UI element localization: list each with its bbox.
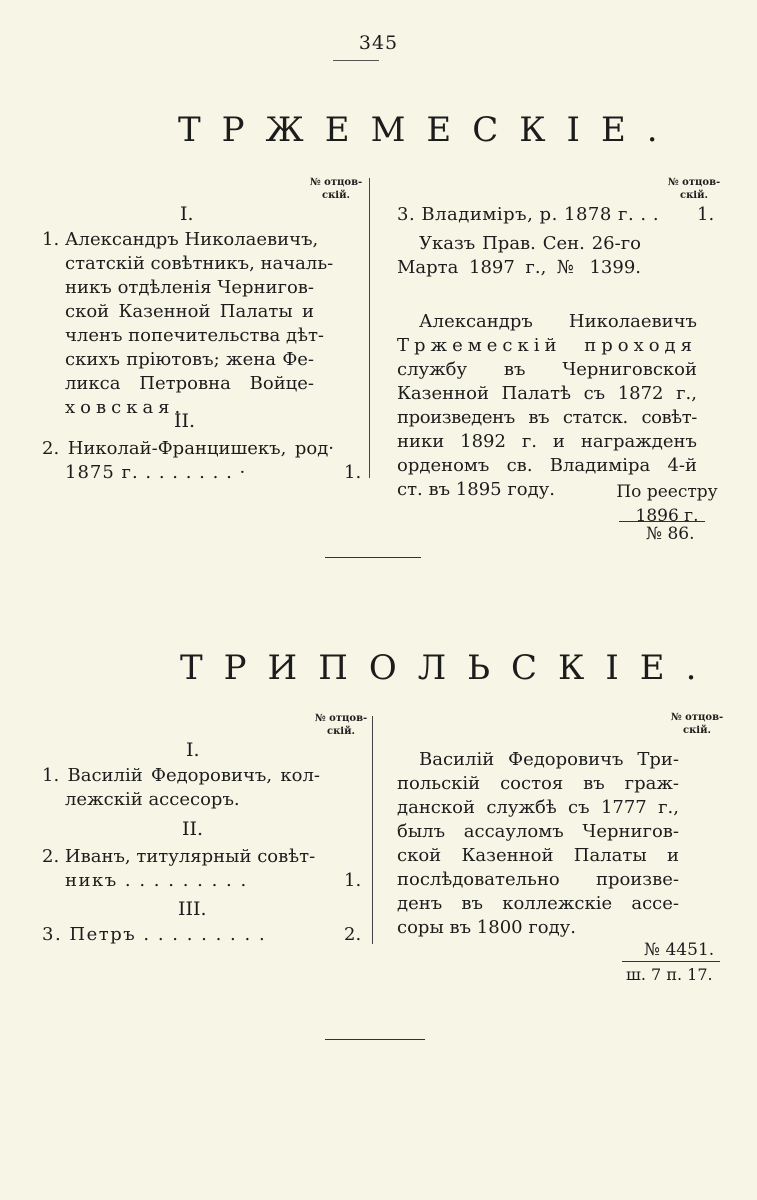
generation-label: I. [180, 203, 194, 225]
text-line: членъ попечительства дѣт- [65, 325, 324, 346]
genealogy-entry-1 [42, 764, 320, 812]
genealogy-entry-2 [42, 437, 334, 485]
text-line: денъ въ коллежскіе ассе- [397, 893, 679, 914]
registry-reference: ш. 7 п. 17. [626, 965, 713, 984]
section-title-tripolskie: ТРИПОЛЬСКІЕ. [180, 648, 718, 688]
text-line: ники 1892 г. и награжденъ [397, 431, 697, 452]
text-line: ликса Петровна Войце- [65, 373, 314, 394]
text-line: послѣдовательно произве- [397, 869, 679, 890]
text-line: Марта 1897 г., № 1399. [397, 257, 641, 278]
column-header-left [305, 176, 367, 202]
column-header-right [664, 711, 730, 737]
registry-rule [622, 961, 720, 962]
text-line: Указъ Прав. Сен. 26-го [419, 233, 641, 254]
generation-label: III. [178, 898, 207, 920]
text-line: ской Казенной Палаты и [65, 301, 314, 322]
text-line: статскій совѣтникъ, началь- [65, 253, 334, 274]
column-header-text: № отцов- скій. [670, 712, 724, 736]
genealogy-entry-1 [42, 228, 334, 420]
text-line: польскій состоя въ граж- [397, 773, 679, 794]
text-line: 2. Николай-Францишекъ, род· [42, 438, 334, 459]
text-line [397, 334, 697, 358]
text-line: 1. Василій Федоровичъ, кол- [42, 765, 320, 786]
text-line: Казенной Палатѣ съ 1872 г., [397, 383, 697, 404]
biography-paragraph [397, 310, 697, 502]
section-separator [325, 557, 421, 558]
column-divider [372, 716, 373, 944]
genealogy-entry-3: 3. Владиміръ, р. 1878 г. . . [397, 204, 660, 225]
decree-text [419, 232, 641, 256]
column-header-left [310, 712, 372, 738]
decree-text-2 [397, 256, 641, 280]
generation-label: II. [182, 818, 204, 840]
page-number-rule [333, 60, 379, 61]
registry-label: По реестру [616, 482, 718, 502]
biography-paragraph [397, 748, 679, 940]
section-title-trzhemeskie: ТРЖЕМЕСКІЕ. [178, 110, 679, 150]
text-line: орденомъ св. Владиміра 4-й [397, 455, 697, 476]
father-ref: 1. [697, 204, 715, 225]
text-line: ст. въ 1895 году. [397, 479, 555, 500]
text-line: соры въ 1800 году. [397, 917, 576, 938]
text-line: Василій Федоровичъ Три- [419, 749, 679, 770]
column-divider [369, 178, 370, 478]
column-header-text: № отцов- скій. [667, 177, 721, 201]
genealogy-entry-3: 3. Петръ . . . . . . . . . [42, 924, 267, 945]
text-line: произведенъ въ статск. совѣт- [397, 407, 697, 428]
column-header-text: № отцов- скій. [309, 177, 363, 201]
text-line: 1. Александръ Николаевичъ, [42, 229, 319, 250]
text-line: никъ . . . . . . . . . [65, 870, 248, 891]
father-ref: 1. [344, 870, 362, 891]
text-line: лежскій ассесоръ. [65, 789, 240, 810]
registry-year: 1896 г. [635, 506, 699, 526]
text-line: 2. Иванъ, титулярный совѣт- [42, 846, 316, 867]
generation-label: I. [186, 739, 200, 761]
section-separator [325, 1039, 425, 1040]
generation-label: II. [174, 410, 196, 432]
text-line: Александръ Николаевичъ [419, 311, 697, 332]
text-line: службу въ Черниговской [397, 359, 697, 380]
column-header-text: № отцов- скій. [314, 713, 368, 737]
father-ref: 2. [344, 924, 362, 945]
text-line: данской службѣ съ 1777 г., [397, 797, 679, 818]
text-line: никъ отдѣленія Чернигов- [65, 277, 314, 298]
text-line: 1875 г. . . . . . . . · [65, 462, 247, 483]
page-number: 345 [358, 32, 399, 54]
father-ref: 1. [344, 462, 362, 483]
text-line: скихъ пріютовъ; жена Фе- [65, 349, 314, 370]
registry-number: № 86. [646, 524, 695, 544]
text-line: былъ ассауломъ Чернигов- [397, 821, 679, 842]
text-line: ской Казенной Палаты и [397, 845, 679, 866]
registry-number: № 4451. [644, 940, 715, 960]
column-header-right [661, 176, 727, 202]
text-line: ховская. [65, 397, 186, 418]
surname-spaced: Тржемескій проходя [397, 335, 697, 356]
genealogy-entry-2 [42, 845, 316, 893]
